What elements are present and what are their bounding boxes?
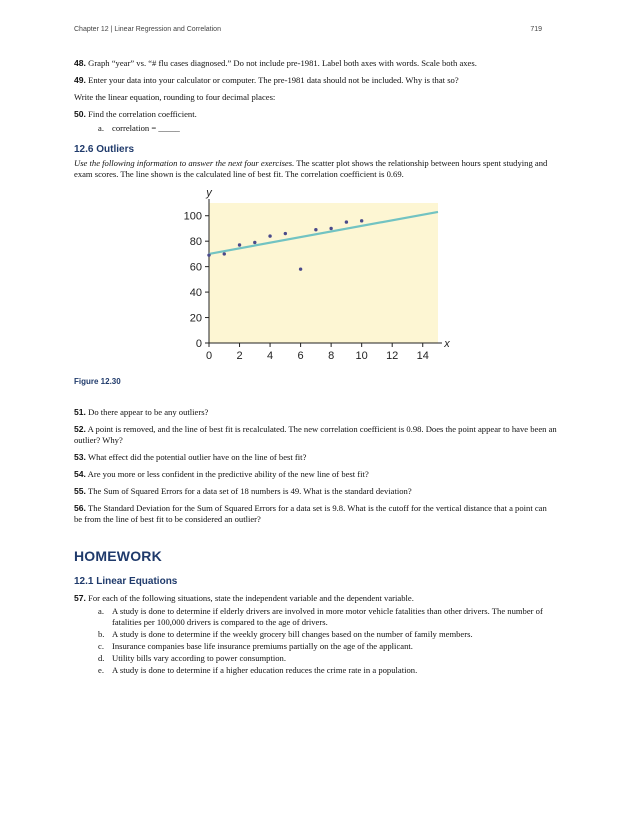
data-point (284, 232, 287, 235)
intro-italic: Use the following information to answer the next four exercises. (74, 158, 295, 168)
y-tick-label: 60 (189, 261, 202, 274)
x-tick-label: 10 (355, 350, 368, 362)
y-tick-label: 40 (189, 287, 202, 300)
instruction-text: Write the linear equation, rounding to four decimal places: (74, 92, 276, 102)
question-53 (74, 452, 557, 463)
question-57 (74, 593, 557, 604)
question-text: For each of the following situations, state the independent variable and the dependent variable. (88, 593, 414, 603)
section-intro (74, 158, 557, 180)
question-text: The Sum of Squared Errors for a data set of 18 numbers is 49. What is the standard deviation? (87, 486, 412, 496)
section-title-outliers: 12.6 Outliers (74, 144, 135, 155)
question-text: The Standard Deviation for the Sum of Squared Errors for a data set is 9.8. What is the cutoff for the vertical distance that a point can be from the line of best fit to be considered an outlier? (74, 503, 547, 524)
subitem-letter: b. (98, 629, 105, 639)
plot-background (209, 203, 438, 343)
subitem-text: A study is done to determine if the weekly grocery bill changes based on the number of family members. (112, 629, 473, 639)
question-number: 49. (74, 75, 86, 85)
list-item (74, 606, 557, 628)
x-tick-label: 2 (236, 350, 243, 362)
subitem-text: A study is done to determine if elderly drivers are involved in more motor vehicle fatalities than other drivers. The number of fatalities per 100,000 drivers is compared to the age of drivers. (112, 606, 543, 627)
question-50 (74, 109, 557, 120)
question-52 (74, 424, 557, 446)
scatter-plot (74, 186, 557, 372)
figure-12-30 (74, 186, 557, 372)
x-tick-label: 14 (416, 350, 429, 362)
intro-text: The scatter plot shows the relationship between hours spent studying and exam scores. The line shown is the calculated line of best fit. The correlation coefficient is 0.69. (74, 158, 548, 179)
data-point (360, 219, 363, 222)
question-text: Are you more or less confident in the predictive ability of the new line of best fit? (87, 469, 369, 479)
data-point (299, 267, 302, 270)
x-tick-label: 8 (328, 350, 335, 362)
question-50-subitems (74, 123, 557, 134)
question-number: 53. (74, 452, 86, 462)
subitem-text: A study is done to determine if a higher education reduces the crime rate in a population. (112, 665, 418, 675)
data-point (268, 234, 271, 237)
data-point (253, 241, 256, 244)
question-51 (74, 407, 557, 418)
question-number: 50. (74, 109, 86, 119)
homework-heading: HOMEWORK (74, 548, 162, 564)
subitem-text: correlation = _____ (112, 123, 180, 133)
data-point (345, 220, 348, 223)
section-title-linear-equations: 12.1 Linear Equations (74, 576, 178, 587)
data-point (329, 227, 332, 230)
subitem-letter: e. (98, 665, 104, 675)
subitem-letter: a. (98, 123, 104, 133)
page-content (74, 58, 557, 686)
question-number: 54. (74, 469, 86, 479)
question-number: 56. (74, 503, 86, 513)
data-point (223, 252, 226, 255)
page-number: 719 (530, 26, 542, 33)
question-text: Find the correlation coefficient. (88, 109, 197, 119)
y-tick-label: 100 (183, 210, 202, 223)
question-text: Do there appear to be any outliers? (88, 407, 209, 417)
subitem-text: Utility bills vary according to power consumption. (112, 653, 286, 663)
x-axis-label: x (444, 338, 450, 350)
list-item (74, 641, 557, 652)
subitem-letter: d. (98, 653, 105, 663)
question-text: A point is removed, and the line of best fit is recalculated. The new correlation coefficient is 0.98. Does the point appear to have been an outlier? Why? (74, 424, 557, 445)
x-tick-label: 0 (205, 350, 213, 362)
question-text: What effect did the potential outlier have on the line of best fit? (87, 452, 307, 462)
question-49 (74, 75, 557, 86)
subitem-letter: c. (98, 641, 104, 651)
data-point (207, 253, 210, 256)
list-item (74, 665, 557, 676)
y-axis-label: y (206, 187, 212, 199)
subitem-text: Insurance companies base life insurance premiums partially on the age of the applicant. (112, 641, 413, 651)
question-number: 48. (74, 58, 86, 68)
question-56 (74, 503, 557, 525)
subitem-letter: a. (98, 606, 104, 616)
question-55 (74, 486, 557, 497)
list-item (74, 123, 557, 134)
running-header-chapter: Chapter 12 | Linear Regression and Correlation (74, 26, 221, 33)
data-point (314, 228, 317, 231)
y-tick-label: 80 (189, 236, 202, 249)
question-number: 52. (74, 424, 86, 434)
y-tick-label: 20 (189, 312, 202, 325)
x-tick-label: 4 (267, 350, 274, 362)
x-tick-label: 6 (297, 350, 304, 362)
question-number: 51. (74, 407, 86, 417)
question-text: Enter your data into your calculator or computer. The pre-1981 data should not be included. Why is that so? (88, 75, 459, 85)
list-item (74, 653, 557, 664)
question-number: 55. (74, 486, 86, 496)
data-point (238, 243, 241, 246)
list-item (74, 629, 557, 640)
x-tick-label: 12 (386, 350, 399, 362)
question-57-subitems (74, 606, 557, 676)
question-number: 57. (74, 593, 86, 603)
question-48 (74, 58, 557, 69)
figure-caption: Figure 12.30 (74, 377, 121, 386)
question-text: Graph “year” vs. “# flu cases diagnosed.” Do not include pre-1981. Label both axes with words. Scale both axes. (88, 58, 477, 68)
question-54 (74, 469, 557, 480)
y-tick-label: 0 (195, 338, 202, 350)
